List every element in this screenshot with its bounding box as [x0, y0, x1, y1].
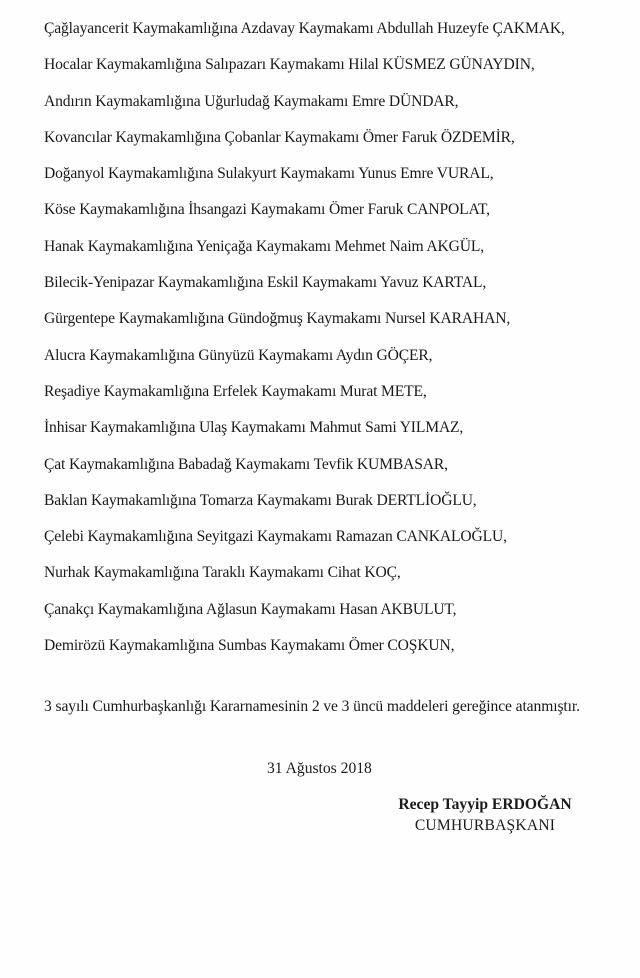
appointment-line: Hocalar Kaymakamlığına Salıpazarı Kaymakamı Hilal KÜSMEZ GÜNAYDIN,: [44, 56, 535, 74]
appointment-line: Çağlayancerit Kaymakamlığına Azdavay Kaymakamı Abdullah Huzeyfe ÇAKMAK,: [44, 20, 565, 37]
appointment-line: Kovancılar Kaymakamlığına Çobanlar Kaymakamı Ömer Faruk ÖZDEMİR,: [44, 128, 515, 146]
signer-name: Recep Tayyip ERDOĞAN: [398, 796, 572, 813]
appointment-line: İnhisar Kaymakamlığına Ulaş Kaymakamı Mahmut Sami YILMAZ,: [44, 419, 464, 437]
document-date: 31 Ağustos 2018: [267, 760, 372, 777]
appointment-line: Reşadiye Kaymakamlığına Erfelek Kaymakamı Murat METE,: [44, 382, 427, 400]
appointment-line: Doğanyol Kaymakamlığına Sulakyurt Kaymakamı Yunus Emre VURAL,: [44, 165, 494, 183]
appointment-list: [44, 11, 565, 664]
closing-statement: 3 sayılı Cumhurbaşkanlığı Kararnamesinin 2 ve 3 üncü maddeleri gereğince atanmıştır.: [44, 698, 580, 715]
appointment-line: Çelebi Kaymakamlığına Seyitgazi Kaymakamı Ramazan CANKALOĞLU,: [44, 528, 507, 546]
appointment-line: Baklan Kaymakamlığına Tomarza Kaymakamı Burak DERTLİOĞLU,: [44, 491, 477, 509]
appointment-line: Köse Kaymakamlığına İhsangazi Kaymakamı Ömer Faruk CANPOLAT,: [44, 201, 490, 219]
signer-title: CUMHURBAŞKANI: [414, 817, 556, 834]
appointment-line: Andırın Kaymakamlığına Uğurludağ Kaymakamı Emre DÜNDAR,: [44, 92, 459, 110]
appointment-line: Hanak Kaymakamlığına Yeniçağa Kaymakamı Mehmet Naim AKGÜL,: [44, 237, 484, 255]
appointment-line: Alucra Kaymakamlığına Günyüzü Kaymakamı Aydın GÖÇER,: [44, 346, 433, 364]
appointment-line: Bilecik-Yenipazar Kaymakamlığına Eskil Kaymakamı Yavuz KARTAL,: [44, 274, 487, 292]
appointment-line: Gürgentepe Kaymakamlığına Gündoğmuş Kaymakamı Nursel KARAHAN,: [44, 310, 511, 328]
appointment-line: Çanakçı Kaymakamlığına Ağlasun Kaymakamı Hasan AKBULUT,: [44, 600, 457, 618]
appointment-line: Nurhak Kaymakamlığına Taraklı Kaymakamı Cihat KOÇ,: [44, 564, 401, 582]
appointment-line: Çat Kaymakamlığına Babadağ Kaymakamı Tevfik KUMBASAR,: [44, 455, 448, 473]
signature-block: [376, 795, 594, 837]
appointment-line: Demirözü Kaymakamlığına Sumbas Kaymakamı Ömer COŞKUN,: [44, 637, 455, 655]
